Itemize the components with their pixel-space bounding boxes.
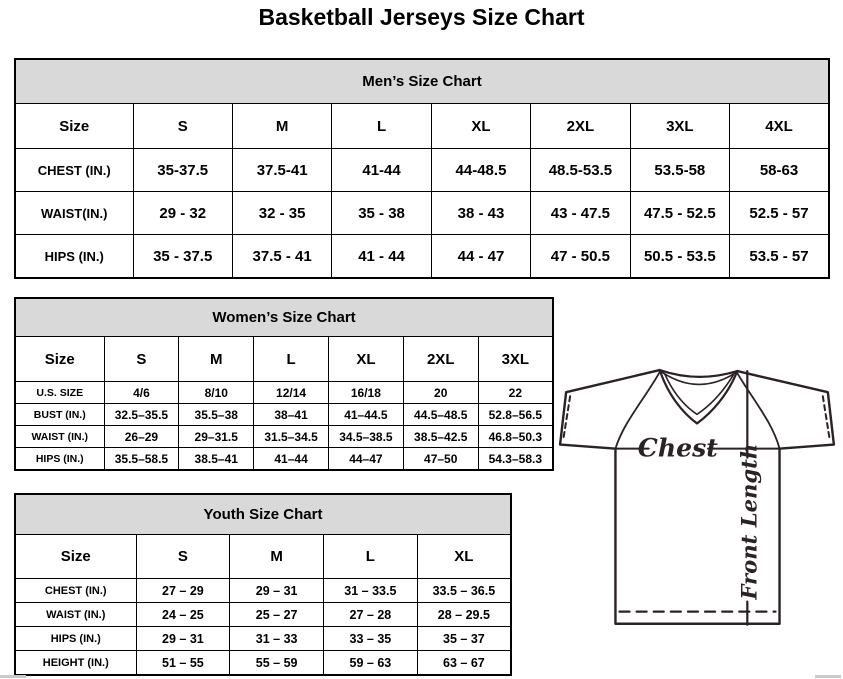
measure-value-cell: 54.3–58.3 (478, 448, 553, 471)
size-column-header: S (136, 535, 230, 579)
measure-row-label: BUST (IN.) (15, 404, 104, 426)
measure-value-cell: 31 – 33.5 (324, 579, 418, 603)
size-header-cell: Size (15, 535, 136, 579)
size-column-header: S (104, 337, 179, 382)
measure-value-cell: 47–50 (403, 448, 478, 471)
table-title: Youth Size Chart (15, 494, 511, 535)
size-column-header: M (232, 104, 331, 149)
measure-value-cell: 27 – 28 (324, 603, 418, 627)
measure-value-cell: 41–44 (254, 448, 329, 471)
measure-value-cell: 28 – 29.5 (417, 603, 511, 627)
measure-value-cell: 50.5 - 53.5 (630, 235, 729, 279)
measure-value-cell: 16/18 (328, 382, 403, 404)
measure-value-cell: 4/6 (104, 382, 179, 404)
measure-value-cell: 52.5 - 57 (730, 192, 829, 235)
page-title: Basketball Jerseys Size Chart (258, 4, 585, 30)
measure-value-cell: 24 – 25 (136, 603, 230, 627)
measure-value-cell: 44–47 (328, 448, 403, 471)
jersey-measurement-diagram (558, 360, 840, 662)
measure-value-cell: 46.8–50.3 (478, 426, 553, 448)
measure-value-cell: 37.5-41 (232, 149, 331, 192)
measure-value-cell: 41-44 (332, 149, 431, 192)
measure-value-cell: 44 - 47 (431, 235, 530, 279)
measure-value-cell: 35 - 38 (332, 192, 431, 235)
collar-back-arc (660, 370, 738, 377)
measure-value-cell: 38.5–42.5 (403, 426, 478, 448)
measure-value-cell: 31.5–34.5 (254, 426, 329, 448)
size-column-header: M (230, 535, 324, 579)
measure-value-cell: 51 – 55 (136, 651, 230, 676)
measure-value-cell: 32 - 35 (232, 192, 331, 235)
measure-value-cell: 63 – 67 (417, 651, 511, 676)
measure-value-cell: 31 – 33 (230, 627, 324, 651)
size-column-header: 3XL (478, 337, 553, 382)
measure-value-cell: 41 - 44 (332, 235, 431, 279)
measure-value-cell: 32.5–35.5 (104, 404, 179, 426)
measure-value-cell: 53.5 - 57 (730, 235, 829, 279)
measure-value-cell: 47.5 - 52.5 (630, 192, 729, 235)
measure-value-cell: 26–29 (104, 426, 179, 448)
measure-value-cell: 12/14 (254, 382, 329, 404)
measure-value-cell: 29 – 31 (230, 579, 324, 603)
measure-row-label: WAIST (IN.) (15, 603, 136, 627)
size-column-header: M (179, 337, 254, 382)
measure-value-cell: 44-48.5 (431, 149, 530, 192)
size-column-header: 2XL (531, 104, 630, 149)
measure-value-cell: 44.5–48.5 (403, 404, 478, 426)
measure-value-cell: 37.5 - 41 (232, 235, 331, 279)
size-column-header: L (332, 104, 431, 149)
measure-value-cell: 27 – 29 (136, 579, 230, 603)
size-column-header: XL (328, 337, 403, 382)
size-column-header: XL (417, 535, 511, 579)
measure-row-label: HIPS (IN.) (15, 448, 104, 471)
measure-value-cell: 43 - 47.5 (531, 192, 630, 235)
youth-size-chart-table (14, 493, 512, 676)
bottom-right-edge-artifact (815, 675, 841, 678)
measure-value-cell: 33.5 – 36.5 (417, 579, 511, 603)
measure-value-cell: 47 - 50.5 (531, 235, 630, 279)
size-column-header: L (254, 337, 329, 382)
size-column-header: L (324, 535, 418, 579)
chest-label: Chest (637, 432, 718, 463)
mens-size-chart-table (14, 58, 830, 279)
measure-value-cell: 20 (403, 382, 478, 404)
jersey-body-outline (560, 370, 834, 624)
measure-value-cell: 25 – 27 (230, 603, 324, 627)
measure-value-cell: 34.5–38.5 (328, 426, 403, 448)
measure-row-label: WAIST(IN.) (15, 192, 133, 235)
measure-value-cell: 38–41 (254, 404, 329, 426)
measure-row-label: HEIGHT (IN.) (15, 651, 136, 676)
measure-value-cell: 8/10 (179, 382, 254, 404)
measure-row-label: WAIST (IN.) (15, 426, 104, 448)
size-header-cell: Size (15, 104, 133, 149)
measure-value-cell: 52.8–56.5 (478, 404, 553, 426)
measure-value-cell: 59 – 63 (324, 651, 418, 676)
measure-value-cell: 22 (478, 382, 553, 404)
table-title: Men’s Size Chart (15, 59, 829, 104)
table-title: Women’s Size Chart (15, 298, 553, 337)
jersey-diagram-icon (558, 360, 840, 662)
measure-value-cell: 29 – 31 (136, 627, 230, 651)
size-column-header: XL (431, 104, 530, 149)
size-column-header: 3XL (630, 104, 729, 149)
measure-value-cell: 35.5–38 (179, 404, 254, 426)
measure-value-cell: 41–44.5 (328, 404, 403, 426)
size-header-cell: Size (15, 337, 104, 382)
measure-row-label: HIPS (IN.) (15, 235, 133, 279)
womens-size-chart-table (14, 297, 554, 471)
measure-row-label: U.S. SIZE (15, 382, 104, 404)
measure-value-cell: 35 - 37.5 (133, 235, 232, 279)
right-armhole-seam (737, 373, 779, 449)
measure-value-cell: 58-63 (730, 149, 829, 192)
size-column-header: S (133, 104, 232, 149)
measure-row-label: CHEST (IN.) (15, 149, 133, 192)
measure-value-cell: 35.5–58.5 (104, 448, 179, 471)
measure-value-cell: 38.5–41 (179, 448, 254, 471)
measure-value-cell: 48.5-53.5 (531, 149, 630, 192)
measure-value-cell: 33 – 35 (324, 627, 418, 651)
measure-value-cell: 55 – 59 (230, 651, 324, 676)
measure-value-cell: 35-37.5 (133, 149, 232, 192)
size-column-header: 2XL (403, 337, 478, 382)
measure-value-cell: 29–31.5 (179, 426, 254, 448)
bottom-left-edge-artifact (0, 675, 26, 678)
measure-row-label: HIPS (IN.) (15, 627, 136, 651)
measure-value-cell: 38 - 43 (431, 192, 530, 235)
measure-value-cell: 53.5-58 (630, 149, 729, 192)
measure-row-label: CHEST (IN.) (15, 579, 136, 603)
measure-value-cell: 35 – 37 (417, 627, 511, 651)
measure-value-cell: 29 - 32 (133, 192, 232, 235)
size-column-header: 4XL (730, 104, 829, 149)
front-length-label: Front Length (736, 443, 762, 600)
